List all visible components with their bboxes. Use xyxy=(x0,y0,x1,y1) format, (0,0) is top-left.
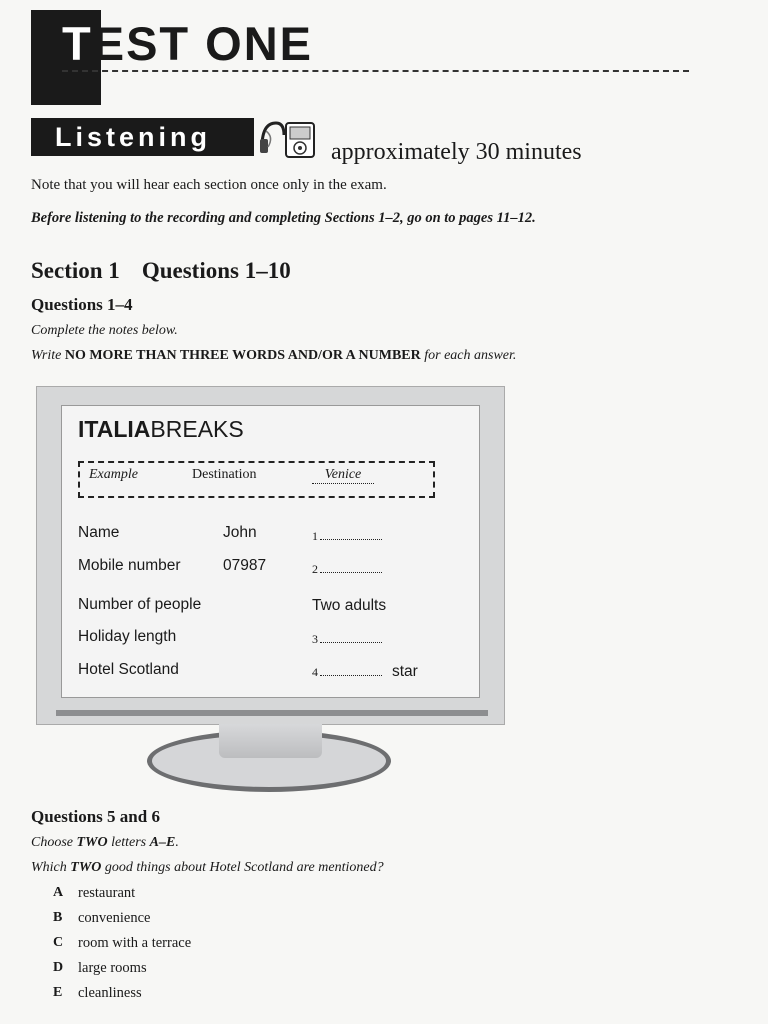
answer-blank-4[interactable]: 4 xyxy=(312,665,382,680)
duration-text: approximately 30 minutes xyxy=(331,139,582,165)
form-label-holiday: Holiday length xyxy=(78,628,177,645)
section-title xyxy=(31,258,291,284)
form-label-people: Number of people xyxy=(78,596,202,613)
which-question: Which TWO good things about Hotel Scotland are mentioned? xyxy=(31,860,384,875)
form-label-mobile: Mobile number xyxy=(78,557,181,574)
note-text: Note that you will hear each section once only in the exam. xyxy=(31,177,387,193)
example-value: Venice xyxy=(312,467,374,484)
title-first-letter: T xyxy=(62,17,93,70)
form-suffix-star: star xyxy=(392,663,418,680)
option-letter-c: C xyxy=(53,935,64,950)
option-text-e[interactable]: cleanliness xyxy=(78,985,142,1001)
page-title xyxy=(62,14,313,74)
monitor-screen xyxy=(61,405,480,698)
monitor-bottom-strip xyxy=(56,710,488,716)
option-text-d[interactable]: large rooms xyxy=(78,960,147,976)
listening-label: Listening xyxy=(55,122,211,152)
option-letter-b: B xyxy=(53,910,63,925)
questions-1-4-heading: Questions 1–4 xyxy=(31,295,133,314)
section-questions: Questions 1–10 xyxy=(141,258,291,283)
title-rest: EST ONE xyxy=(92,17,314,70)
example-field: Destination xyxy=(192,467,257,482)
section-name: Section 1 xyxy=(31,258,120,283)
choose-instruction: Choose TWO letters A–E. xyxy=(31,835,179,850)
option-letter-a: A xyxy=(53,885,64,900)
option-text-a[interactable]: restaurant xyxy=(78,885,136,901)
task-instruction-2: Write NO MORE THAN THREE WORDS AND/OR A NUMBER for each answer. xyxy=(31,348,517,363)
answer-blank-2[interactable]: 2 xyxy=(312,562,382,577)
form-value-mobile: 07987 xyxy=(223,557,267,574)
option-text-b[interactable]: convenience xyxy=(78,910,151,926)
form-value-name: John xyxy=(223,524,257,541)
form-label-hotel: Hotel Scotland xyxy=(78,661,179,678)
form-label-name: Name xyxy=(78,524,120,541)
title-dashed-rule xyxy=(62,70,689,72)
example-label: Example xyxy=(89,467,138,482)
instruction-text: Before listening to the recording and completing Sections 1–2, go on to pages 11–12. xyxy=(31,210,536,226)
option-letter-e: E xyxy=(53,985,63,1000)
questions-5-6-heading: Questions 5 and 6 xyxy=(31,807,160,826)
headphones-player-icon xyxy=(258,117,318,159)
form-value-people: Two adults xyxy=(312,597,387,614)
option-letter-d: D xyxy=(53,960,64,975)
task-instruction-1: Complete the notes below. xyxy=(31,323,178,338)
brand-logo: ITALIABREAKS xyxy=(78,416,244,442)
monitor-stand-neck xyxy=(219,724,322,758)
answer-blank-1[interactable]: 1 xyxy=(312,529,382,544)
answer-blank-3[interactable]: 3 xyxy=(312,632,382,647)
option-text-c[interactable]: room with a terrace xyxy=(78,935,192,951)
